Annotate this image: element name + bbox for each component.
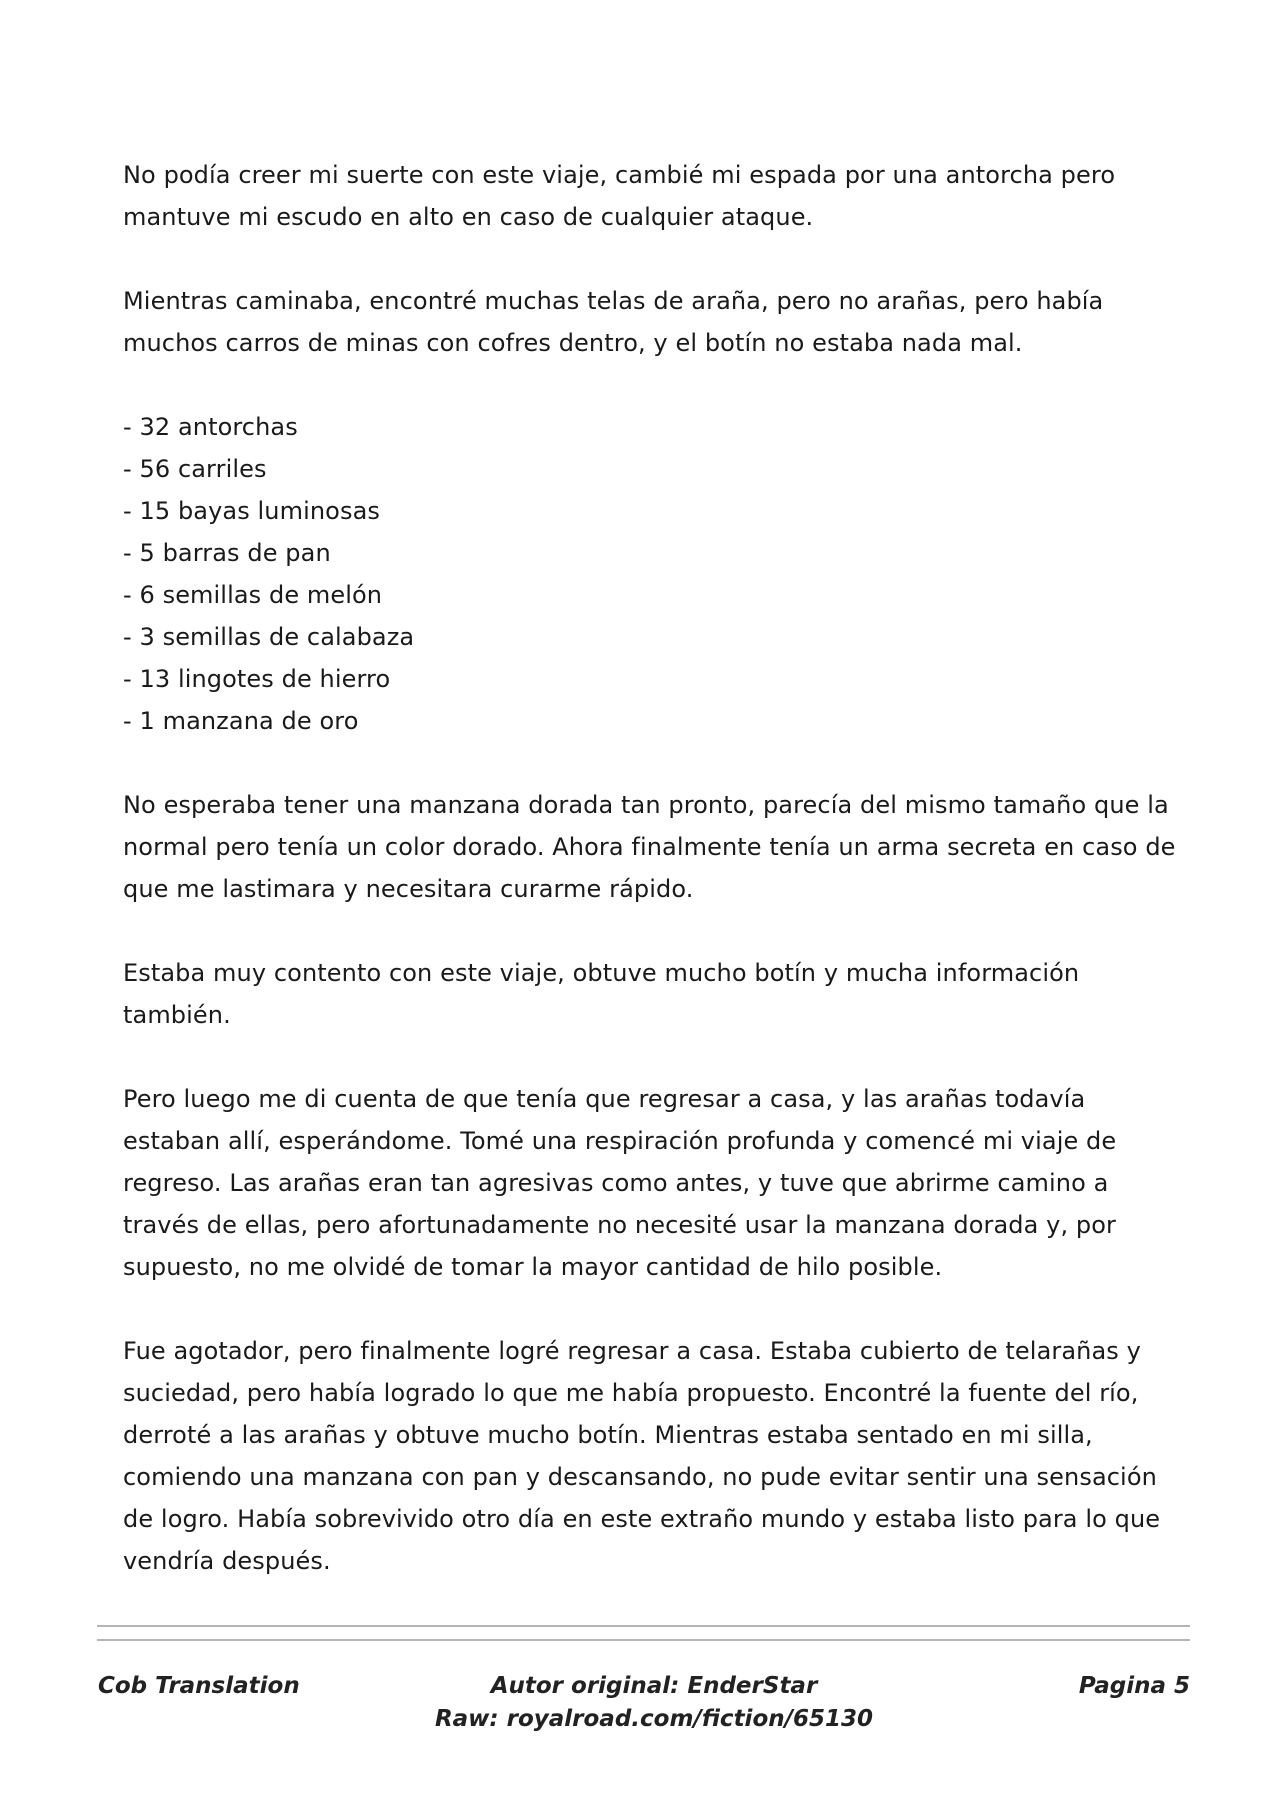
list-item: - 13 lingotes de hierro	[123, 665, 391, 693]
paragraph-intro: No podía creer mi suerte con este viaje, cambié mi espada por una antorcha pero mantuve mi escudo en alto en caso de cualquier ataque.	[123, 161, 1116, 231]
list-item: - 32 antorchas	[123, 413, 298, 441]
page-body	[123, 154, 1183, 1624]
list-item: - 3 semillas de calabaza	[123, 623, 415, 651]
paragraph-conclusion: Fue agotador, pero finalmente logré regresar a casa. Estaba cubierto de telarañas y suciedad, pero había logrado lo que me había propuesto. Encontré la fuente del río, derroté a las arañas y obtuve mucho botín. Mientras estaba sentado en mi silla, comiendo una manzana con pan y descansando, no pude evitar sentir una sensación de logro. Había sobrevivido otro día en este extraño mundo y estaba listo para lo que vendría después.	[123, 1337, 1161, 1575]
list-item: - 15 bayas luminosas	[123, 497, 380, 525]
paragraph-walking: Mientras caminaba, encontré muchas telas de araña, pero no arañas, pero había muchos carros de minas con cofres dentro, y el botín no estaba nada mal.	[123, 287, 1104, 357]
list-item: - 6 semillas de melón	[123, 581, 383, 609]
footer-divider-top	[97, 1625, 1190, 1627]
footer-page-number: Pagina 5	[1078, 1673, 1190, 1699]
list-item: - 5 barras de pan	[123, 539, 331, 567]
loot-list	[123, 406, 1183, 742]
list-item: - 1 manzana de oro	[123, 707, 359, 735]
footer-source-link[interactable]: Raw: royalroad.com/fiction/65130	[434, 1706, 874, 1732]
paragraph-golden-apple: No esperaba tener una manzana dorada tan pronto, parecía del mismo tamaño que la normal pero tenía un color dorado. Ahora finalmente tenía un arma secreta en caso de que me lastimara y necesitara curarme rápido.	[123, 791, 1176, 903]
footer-translator: Cob Translation	[98, 1673, 300, 1699]
paragraph-return: Pero luego me di cuenta de que tenía que regresar a casa, y las arañas todavía estaban allí, esperándome. Tomé una respiración profunda y comencé mi viaje de regreso. Las arañas eran tan agresivas como antes, y tuve que abrirme camino a través de ellas, pero afortunadamente no necesité usar la manzana dorada y, por supuesto, no me olvidé de tomar la mayor cantidad de hilo posible.	[123, 1085, 1117, 1281]
paragraph-happy: Estaba muy contento con este viaje, obtuve mucho botín y mucha información también.	[123, 959, 1080, 1029]
footer-author: Autor original: EnderStar	[490, 1673, 818, 1699]
list-item: - 56 carriles	[123, 455, 267, 483]
footer-divider-bottom	[97, 1639, 1190, 1641]
